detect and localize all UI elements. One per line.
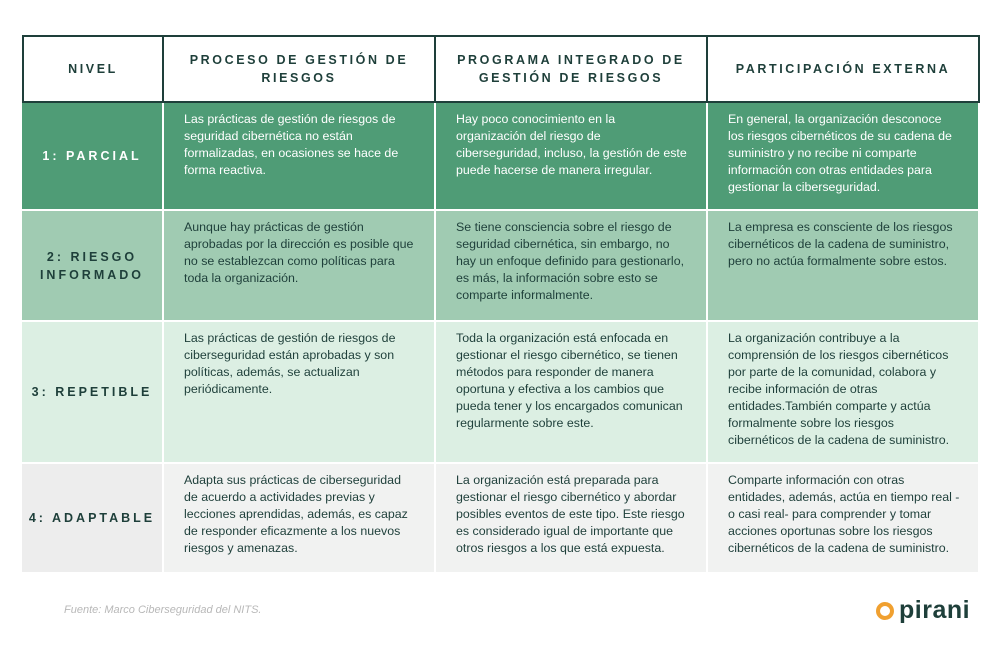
level-4-programa: La organización está preparada para gestionar el riesgo cibernético y abordar posibles eventos de este tipo. Este riesgo es considerado igual de importante que otros riesgos a los que está expuesta. <box>436 464 708 574</box>
source-note: Fuente: Marco Ciberseguridad del NITS. <box>64 604 262 616</box>
level-1-programa: Hay poco conocimiento en la organización del riesgo de ciberseguridad, incluso, la gestión de este puede hacerse de manera irregular. <box>436 103 708 211</box>
level-3-label: 3: REPETIBLE <box>22 322 164 464</box>
level-1-proceso: Las prácticas de gestión de riesgos de seguridad cibernética no están formalizadas, en ocasiones se hace de forma reactiva. <box>164 103 436 211</box>
logo-ring-icon <box>876 602 894 620</box>
header-nivel: NIVEL <box>22 35 164 103</box>
level-4-label: 4: ADAPTABLE <box>22 464 164 574</box>
level-2-proceso: Aunque hay prácticas de gestión aprobadas por la dirección es posible que no se establezcan como políticas para toda la organización. <box>164 211 436 322</box>
header-programa: PROGRAMA INTEGRADO DE GESTIÓN DE RIESGOS <box>436 35 708 103</box>
pirani-logo <box>876 596 970 625</box>
header-participacion: PARTICIPACIÓN EXTERNA <box>708 35 980 103</box>
level-3-proceso: Las prácticas de gestión de riesgos de ciberseguridad están aprobadas y son políticas, además, se actualizan periódicamente. <box>164 322 436 464</box>
level-4-participacion: Comparte información con otras entidades, además, actúa en tiempo real -o casi real- para comprender y tomar acciones oportunas sobre los riesgos cibernéticos de la cadena de suministro. <box>708 464 980 574</box>
level-2-programa: Se tiene consciencia sobre el riesgo de seguridad cibernética, sin embargo, no hay un enfoque definido para gestionarlo, es más, la información sobre esto se comparte informalmente. <box>436 211 708 322</box>
risk-maturity-table <box>22 35 980 574</box>
level-1-label: 1: PARCIAL <box>22 103 164 211</box>
header-proceso: PROCESO DE GESTIÓN DE RIESGOS <box>164 35 436 103</box>
logo-text: pirani <box>899 596 971 624</box>
level-2-participacion: La empresa es consciente de los riesgos cibernéticos de la cadena de suministro, pero no actúa formalmente sobre estos. <box>708 211 980 322</box>
level-3-participacion: La organización contribuye a la comprensión de los riesgos cibernéticos por parte de la comunidad, colabora y recibe información de otras entidades.También comparte y actúa formalmente sobre los riesgos cibernéticos de la cadena de suministro. <box>708 322 980 464</box>
level-3-programa: Toda la organización está enfocada en gestionar el riesgo cibernético, se tienen métodos para responder de manera oportuna y efectiva a los cambios que pueda tener y los encargados comunican regularmente sobre este. <box>436 322 708 464</box>
level-2-label: 2: RIESGO INFORMADO <box>22 211 164 322</box>
level-4-proceso: Adapta sus prácticas de ciberseguridad de acuerdo a actividades previas y lecciones aprendidas, además, es capaz de responder eficazmente a los nuevos riesgos y amenazas. <box>164 464 436 574</box>
level-1-participacion: En general, la organización desconoce los riesgos cibernéticos de su cadena de suministro y no recibe ni comparte información con otras entidades para gestionar la ciberseguridad. <box>708 103 980 211</box>
